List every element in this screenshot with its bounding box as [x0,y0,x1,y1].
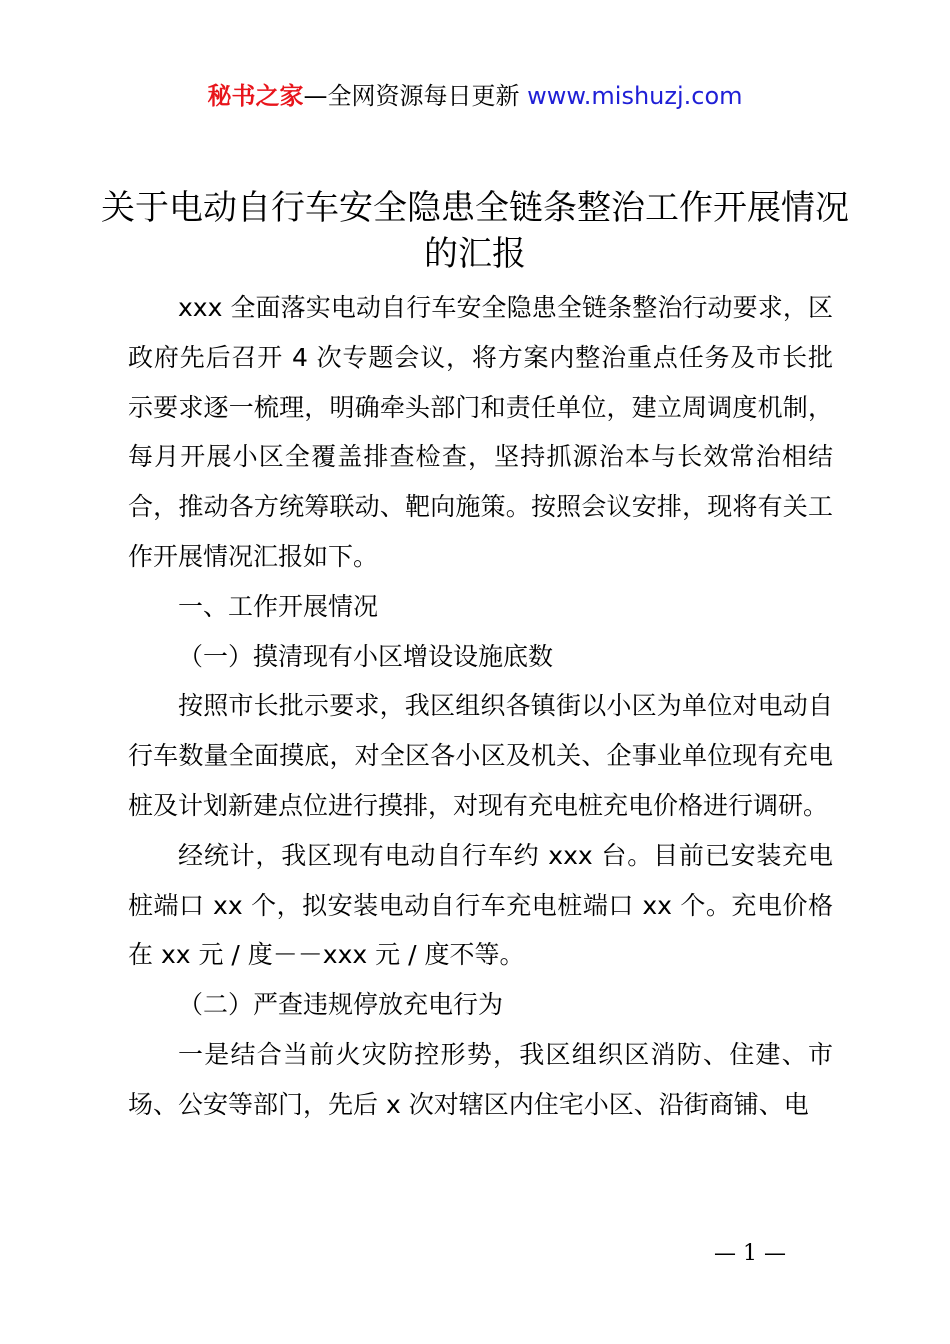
document-body [128,283,833,1130]
document-title: 关于电动自行车安全隐患全链条整治工作开展情况的汇报 [101,188,849,274]
site-header [0,80,950,112]
subsection-heading-2: （二）严查违规停放充电行为 [178,990,504,1020]
paragraph-inspection: 一是结合当前火灾防控形势，我区组织区消防、住建、市场、公安等部门，先后 x 次对辖区内住宅小区、沿街商铺、电 [128,1039,833,1119]
paragraph-statistics: 经统计，我区现有电动自行车约 xxx 台。目前已安装充电桩端口 xx 个，拟安装电动自行车充电桩端口 xx 个。充电价格在 xx 元 / 度－－xxx 元 / 度不等。 [128,840,833,970]
paragraph-intro: xxx 全面落实电动自行车安全隐患全链条整治行动要求，区政府先后召开 4 次专题会议，将方案内整治重点任务及市长批示要求逐一梳理，明确牵头部门和责任单位，建立周调度机制，每月开展小区全覆盖排查检查，坚持抓源治本与长效常治相结合，推动各方统筹联动、靶向施策。按照会议安排，现将有关工作开展情况汇报如下。 [128,293,833,571]
section-heading-1: 一、工作开展情况 [178,591,379,621]
paragraph-survey: 按照市长批示要求，我区组织各镇街以小区为单位对电动自行车数量全面摸底，对全区各小区及机关、企事业单位现有充电桩及计划新建点位进行摸排，对现有充电桩充电价格进行调研。 [128,691,833,820]
page-number: — 1 — [714,1241,786,1266]
site-tagline: —全网资源每日更新 [303,82,520,110]
site-brand: 秘书之家 [207,82,304,110]
subsection-heading-1: （一）摸清现有小区增设设施底数 [178,641,554,671]
site-url-link[interactable]: www.mishuzj.com [527,82,743,110]
